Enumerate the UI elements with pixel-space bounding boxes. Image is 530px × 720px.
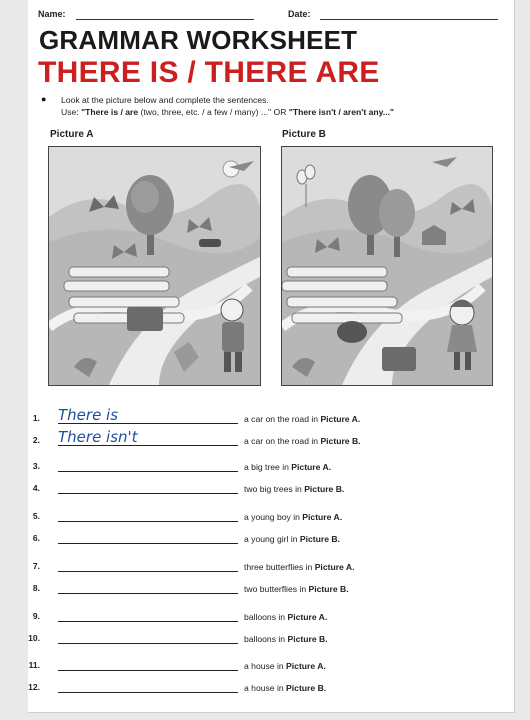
exercise-number: 4. [32, 483, 40, 493]
name-field[interactable] [76, 19, 254, 20]
exercise-sentence: a house in Picture B. [244, 683, 327, 693]
exercise-number: 3. [32, 461, 40, 471]
exercise-number: 10. [28, 633, 40, 643]
exercise-sentence: balloons in Picture A. [244, 612, 328, 622]
answer-blank[interactable] [58, 543, 238, 544]
exercise-number: 8. [32, 583, 40, 593]
exercise-number: 11. [28, 660, 40, 670]
exercise-sentence: a big tree in Picture A. [244, 462, 332, 472]
exercise-sentence: two big trees in Picture B. [244, 484, 345, 494]
exercise-number: 5. [32, 511, 40, 521]
exercise-number: 7. [32, 561, 40, 571]
picture-b [281, 146, 493, 386]
answer-blank[interactable] [58, 571, 238, 572]
handwritten-answer: There isn't [58, 428, 138, 446]
car [199, 239, 221, 247]
exercise-number: 9. [32, 611, 40, 621]
basket [382, 347, 416, 371]
exercise-sentence: two butterflies in Picture B. [244, 584, 349, 594]
answer-blank[interactable] [58, 493, 238, 494]
hedgehog [337, 321, 367, 343]
answer-blank[interactable] [58, 521, 238, 522]
handwritten-answer: There is [58, 406, 119, 424]
exercise-sentence: a house in Picture A. [244, 661, 326, 671]
exercise-number: 1. [32, 413, 40, 423]
answer-blank[interactable] [58, 593, 238, 594]
instruction-line-2: Use: "There is / are (two, three, etc. / a few / many) ..." OR "There isn't / aren't any..." [61, 107, 394, 117]
exercise-sentence: three butterflies in Picture A. [244, 562, 355, 572]
exercise-number: 6. [32, 533, 40, 543]
name-label: Name: [38, 9, 66, 19]
exercise-number: 2. [32, 435, 40, 445]
answer-blank[interactable] [58, 471, 238, 472]
date-label: Date: [288, 9, 311, 19]
instruction-line-1: Look at the picture below and complete the sentences. [61, 95, 269, 105]
basket [127, 307, 163, 331]
answer-blank[interactable] [58, 621, 238, 622]
worksheet-title: GRAMMAR WORKSHEET [39, 25, 358, 55]
answer-blank[interactable] [58, 670, 238, 671]
exercise-number: 12. [28, 682, 40, 692]
answer-blank[interactable] [58, 692, 238, 693]
answer-blank[interactable] [58, 643, 238, 644]
date-field[interactable] [320, 19, 498, 20]
picture-a [48, 146, 261, 386]
exercise-sentence: balloons in Picture B. [244, 634, 328, 644]
exercise-sentence: a car on the road in Picture B. [244, 436, 361, 446]
picture-b-label: Picture B [282, 129, 326, 140]
exercise-sentence: a car on the road in Picture A. [244, 414, 361, 424]
worksheet-page [28, 0, 515, 713]
exercise-sentence: a young girl in Picture B. [244, 534, 341, 544]
exercise-sentence: a young boy in Picture A. [244, 512, 343, 522]
topic-title: THERE IS / THERE ARE [38, 56, 380, 89]
picture-a-label: Picture A [50, 129, 94, 140]
bullet-icon: ● [41, 94, 47, 104]
